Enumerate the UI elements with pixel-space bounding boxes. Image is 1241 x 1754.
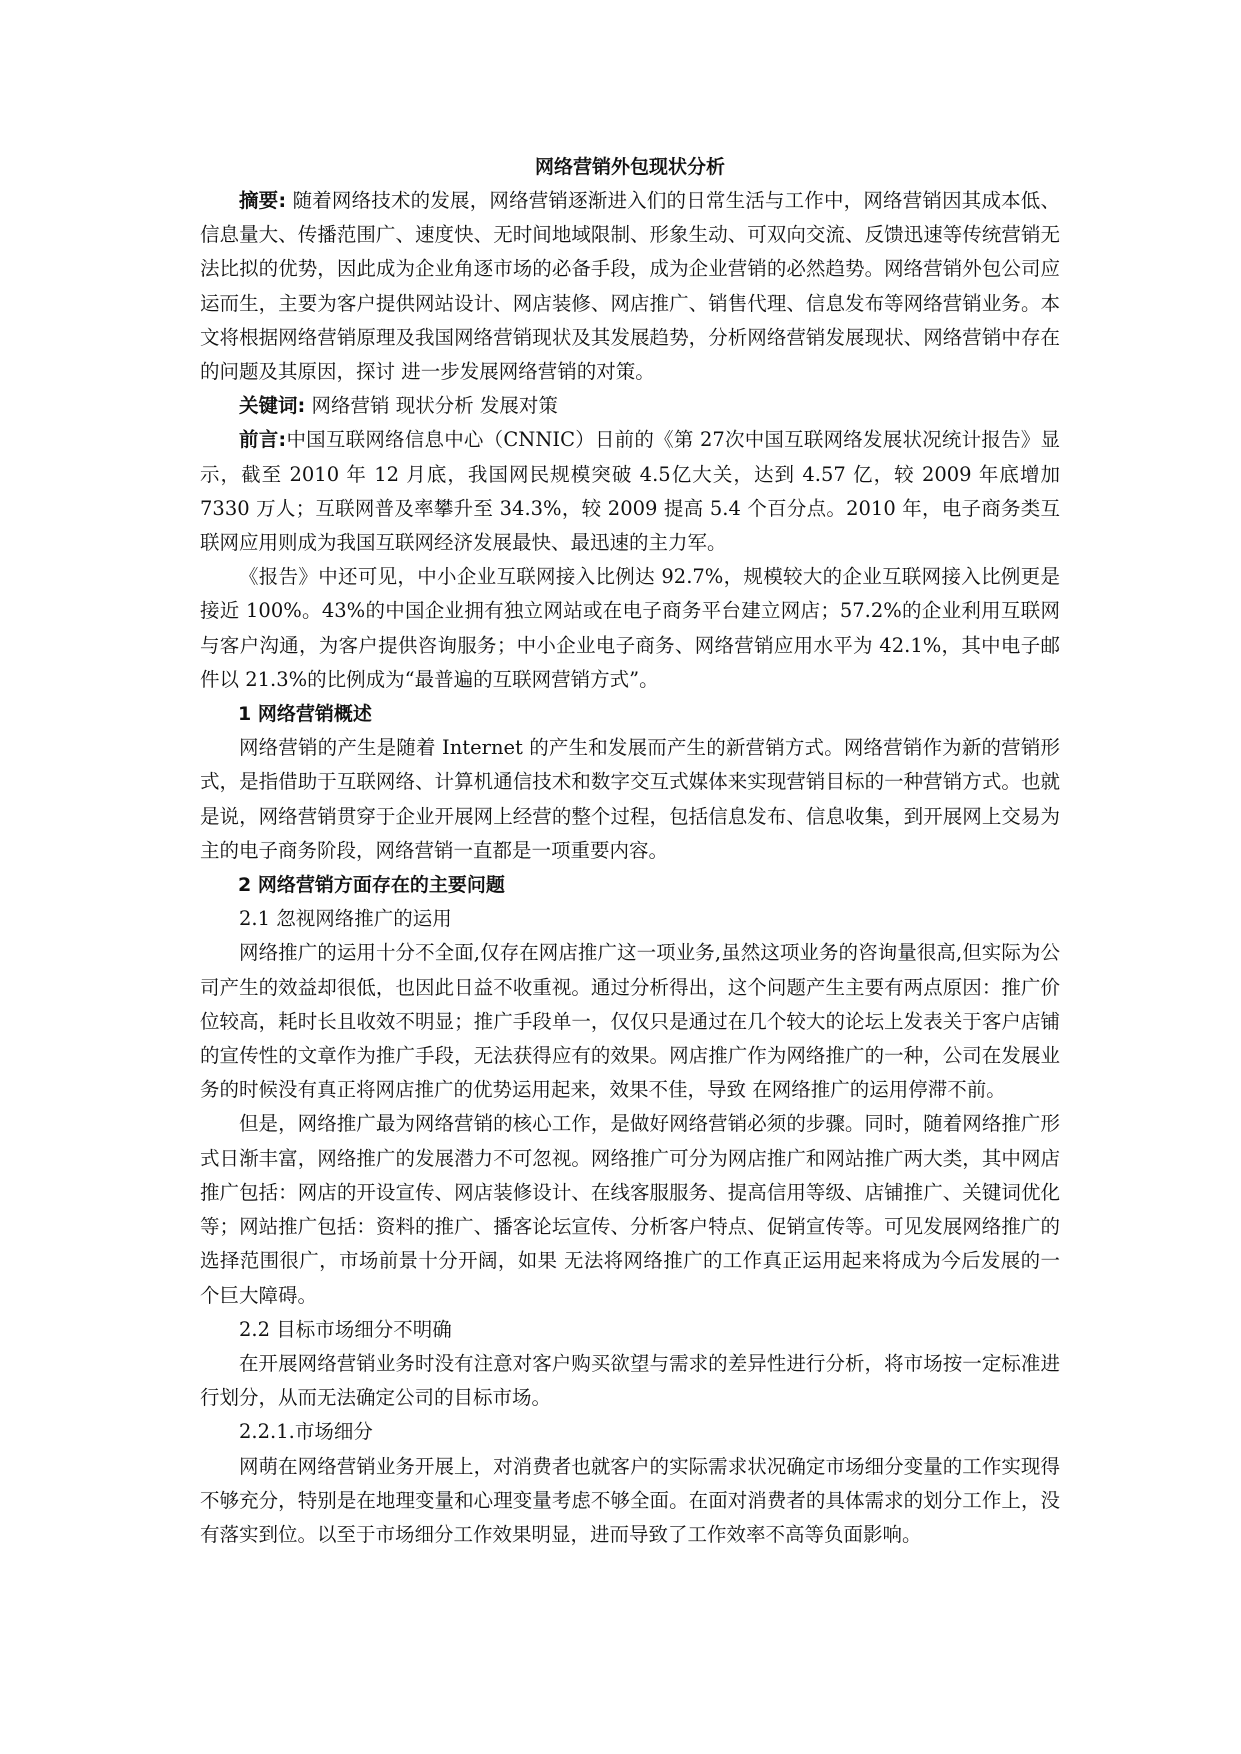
preface-label: 前言: xyxy=(239,428,287,452)
section-2-heading: 2 网络营销方面存在的主要问题 xyxy=(238,874,505,897)
section-2-2-paragraph: 在开展网络营销业务时没有注意对客户购买欲望与需求的差异性进行分析，将市场按一定标准进行划分，从而无法确定公司的目标市场。 xyxy=(200,1351,1060,1410)
keywords-label: 关键词: xyxy=(239,394,306,418)
keywords-paragraph xyxy=(200,389,1060,423)
section-2-2-1-heading: 2.2.1.市场细分 xyxy=(239,1420,373,1444)
section-2-2-1-paragraph: 网萌在网络营销业务开展上，对消费者也就客户的实际需求状况确定市场细分变量的工作实现得不够充分，特别是在地理变量和心理变量考虑不够全面。在面对消费者的具体需求的划分工作上，没有落实到位。以至于市场细分工作效果明显，进而导致了工作效率不高等负面影响。 xyxy=(200,1454,1060,1546)
document-title: 网络营销外包现状分析 xyxy=(534,156,725,178)
report-paragraph: 《报告》中还可见，中小企业互联网接入比例达 92.7%，规模较大的企业互联网接入比例更是接近 100%。43%的中国企业拥有独立网站或在电子商务平台建立网店；57.2%的企业利用互联网与客户沟通，为客户提供咨询服务；中小企业电子商务、网络营销应用水平为 42.1%，其中电子邮件以 21.3%的比例成为“最普遍的互联网营销方式”。 xyxy=(200,565,1060,691)
abstract-label: 摘要: xyxy=(239,189,287,212)
section-2-1-heading: 2.1 忽视网络推广的运用 xyxy=(239,907,452,931)
preface-text: 中国互联网络信息中心（CNNIC）日前的《第 27次中国互联网络发展状况统计报告》显示，截至 2010 年 12 月底，我国网民规模突破 4.5亿大关，达到 4.57 亿，较 2009 年底增加 7330 万人；互联网普及率攀升至 34.3%，较 2009 提高 5.4 个百分点。2010 年，电子商务类互联网应用则成为我国互联网经济发展最快、最迅速的主力军。 xyxy=(200,428,1060,555)
document-page xyxy=(200,150,1060,1552)
abstract-text: 随着网络技术的发展，网络营销逐渐进入们的日常生活与工作中，网络营销因其成本低、信息量大、传播范围广、速度快、无时间地域限制、形象生动、可双向交流、反馈迅速等传统营销无法比拟的优势，因此成为企业角逐市场的必备手段，成为企业营销的必然趋势。网络营销外包公司应运而生，主要为客户提供网站设计、网店装修、网店推广、销售代理、信息发布等网络营销业务。本文将根据网络营销原理及我国网络营销现状及其发展趋势，分析网络营销发展现状、网络营销中存在的问题及其原因，探讨 进一步发展网络营销的对策。 xyxy=(200,189,1060,384)
keywords-text: 网络营销 现状分析 发展对策 xyxy=(311,394,558,418)
section-2-1-paragraph-2: 但是，网络推广最为网络营销的核心工作，是做好网络营销必须的步骤。同时，随着网络推广形式日渐丰富，网络推广的发展潜力不可忽视。网络推广可分为网店推广和网站推广两大类，其中网店推广包括：网店的开设宣传、网店装修设计、在线客服服务、提高信用等级、店铺推广、关键词优化等；网站推广包括：资料的推广、播客论坛宣传、分析客户特点、促销宣传等。可见发展网络推广的选择范围很广，市场前景十分开阔，如果 无法将网络推广的工作真正运用起来将成为今后发展的一个巨大障碍。 xyxy=(200,1112,1060,1307)
section-2-1-paragraph-1: 网络推广的运用十分不全面,仅存在网店推广这一项业务,虽然这项业务的咨询量很高,但实际为公司产生的效益却很低，也因此日益不收重视。通过分析得出，这个问题产生主要有两点原因：推广价位较高，耗时长且收效不明显；推广手段单一，仅仅只是通过在几个较大的论坛上发表关于客户店铺的宣传性的文章作为推广手段，无法获得应有的效果。网店推广作为网络推广的一种，公司在发展业务的时候没有真正将网店推广的优势运用起来，效果不佳，导致 在网络推广的运用停滞不前。 xyxy=(200,941,1060,1102)
preface-paragraph xyxy=(200,423,1060,560)
section-1-heading: 1 网络营销概述 xyxy=(238,703,372,726)
section-2-2-heading: 2.2 目标市场细分不明确 xyxy=(239,1317,452,1341)
abstract-paragraph xyxy=(200,184,1060,389)
section-1-paragraph: 网络营销的产生是随着 Internet 的产生和发展而产生的新营销方式。网络营销作为新的营销形式，是指借助于互联网络、计算机通信技术和数字交互式媒体来实现营销目标的一种营销方式。也就是说，网络营销贯穿于企业开展网上经营的整个过程，包括信息发布、信息收集，到开展网上交易为主的电子商务阶段，网络营销一直都是一项重要内容。 xyxy=(200,736,1060,862)
